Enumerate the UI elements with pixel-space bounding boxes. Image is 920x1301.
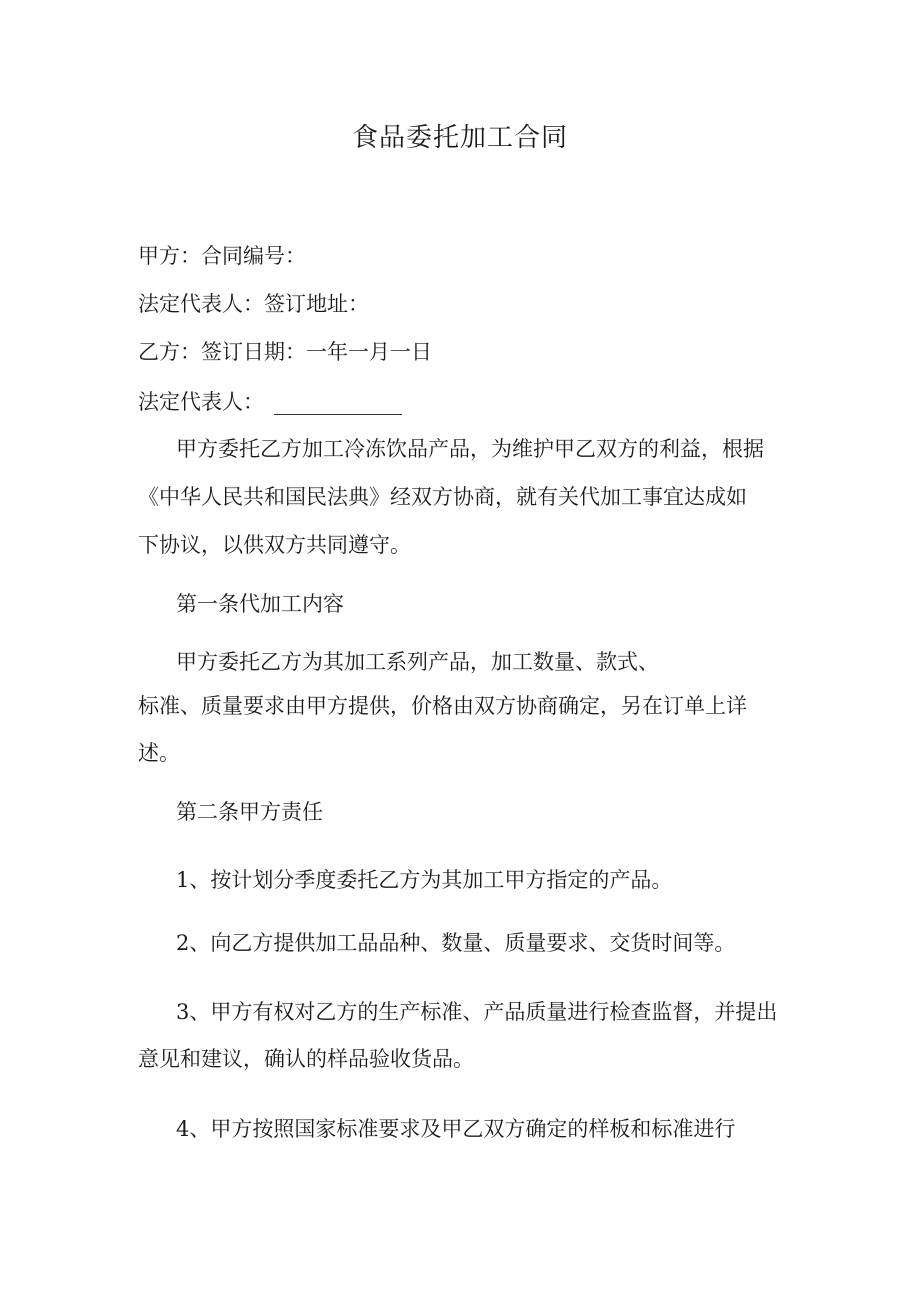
- article1-line-1: 甲方委托乙方为其加工系列产品，加工数量、款式、: [176, 650, 659, 674]
- intro-line-3: 下协议，以供双方共同遵守。: [138, 533, 411, 557]
- article2-item-3: 3、甲方有权对乙方的生产标准、产品质量进行检查监督，并提出: [176, 1000, 778, 1024]
- party-a-line: 甲方：合同编号：: [138, 244, 306, 268]
- article1-heading: 第一条代加工内容: [176, 592, 344, 616]
- party-b-line: 乙方：签订日期：一年一月一日: [138, 340, 432, 364]
- intro-line-2: 《中华人民共和国民法典》经双方协商，就有关代加工事宜达成如: [138, 485, 747, 509]
- document-title: 食品委托加工合同: [351, 123, 568, 153]
- article2-item-2: 2、向乙方提供加工品品种、数量、质量要求、交货时间等。: [176, 931, 736, 955]
- legal-rep-label: 法定代表人：: [138, 390, 264, 414]
- article1-line-2: 标准、质量要求由甲方提供，价格由双方协商确定，另在订单上详: [138, 694, 747, 718]
- intro-line-1: 甲方委托乙方加工冷冻饮品产品，为维护甲乙双方的利益，根据: [176, 437, 764, 461]
- article2-item-3-cont: 意见和建议，确认的样品验收货品。: [138, 1047, 474, 1071]
- article2-item-1: 1、按计划分季度委托乙方为其加工甲方指定的产品。: [176, 868, 673, 892]
- legal-rep-line-b: [138, 387, 402, 417]
- article2-heading: 第二条甲方责任: [176, 800, 323, 824]
- article1-line-3: 述。: [138, 741, 180, 765]
- article2-item-4: 4、甲方按照国家标准要求及甲乙双方确定的样板和标准进行: [176, 1117, 736, 1141]
- signature-blank-line: [274, 413, 402, 415]
- legal-rep-line-a: 法定代表人：签订地址：: [138, 292, 369, 316]
